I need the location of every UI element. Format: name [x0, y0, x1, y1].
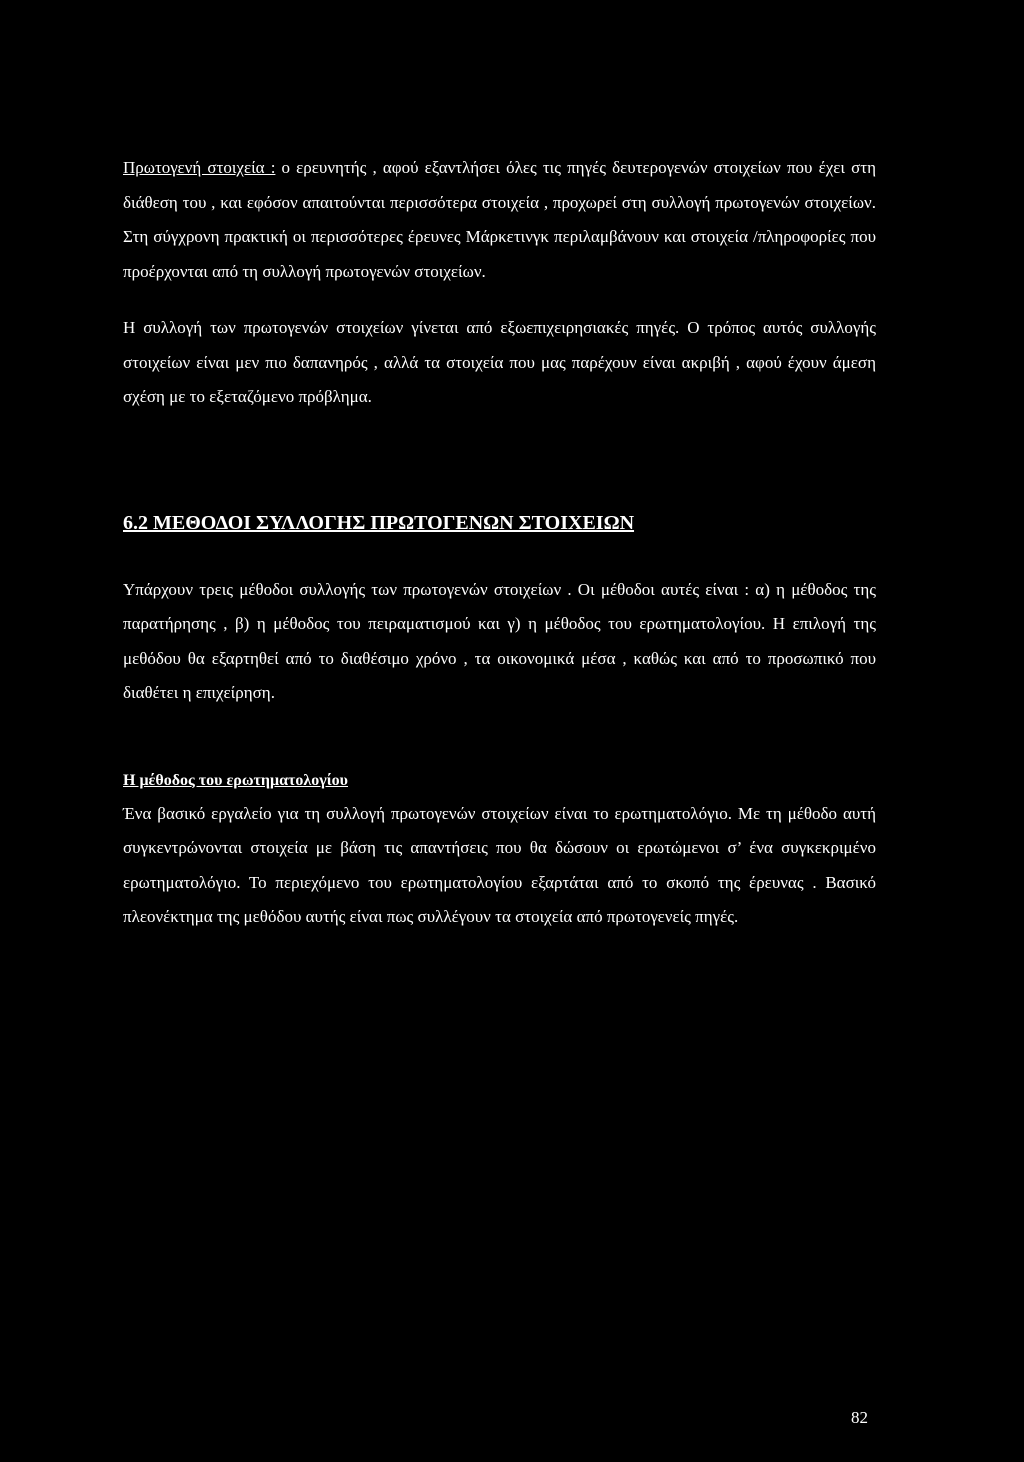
paragraph-primary-data: [123, 151, 876, 289]
page-number: 82: [851, 1408, 868, 1427]
paragraph-primary-data-text: ο ερευνητής , αφού εξαντλήσει όλες τις πηγές δευτερογενών στοιχείων που έχει στη διάθεση του , και εφόσον απαιτούνται περισσότερα στοιχεία , προχωρεί στη συλλογή πρωτογενών στοιχείων. Στη σύγχρονη πρακτική οι περισσότερες έρευνες Μάρκετινγκ περιλαμβάνουν και στοιχεία /πληροφορίες που προέρχονται από τη συλλογή πρωτογενών στοιχείων.: [123, 158, 876, 281]
subheading-questionnaire: Η μέθοδος του ερωτηματολογίου: [123, 771, 348, 789]
paragraph-questionnaire: Ένα βασικό εργαλείο για τη συλλογή πρωτογενών στοιχείων είναι το ερωτηματολόγιο. Με τη μέθοδο αυτή συγκεντρώνονται στοιχεία με βάση τις απαντήσεις που θα δώσουν οι ερωτώμενοι σ’ ένα συγκεκριμένο ερωτηματολόγιο. Το περιεχόμενο του ερωτηματολογίου εξαρτάται από το σκοπό της έρευνας . Βασικό πλεονέκτημα της μεθόδου αυτής είναι πως συλλέγουν τα στοιχεία από πρωτογενείς πηγές.: [123, 803, 876, 926]
document-page: [123, 151, 876, 935]
section-heading: 6.2 ΜΕΘΟΔΟΙ ΣΥΛΛΟΓΗΣ ΠΡΩΤΟΓΕΝΩΝ ΣΤΟΙΧΕΙΩΝ: [123, 511, 635, 534]
questionnaire-subsection: [123, 769, 876, 935]
paragraph-collection-methods: Υπάρχουν τρεις μέθοδοι συλλογής των πρωτογενών στοιχείων . Οι μέθοδοι αυτές είναι : α) η μέθοδος της παρατήρησης , β) η μέθοδος του πειραματισμού και γ) η μέθοδος του ερωτηματολογίου. Η επιλογή της μεθόδου θα εξαρτηθεί από το διαθέσιμο χρόνο , τα οικονομικά μέσα , καθώς και από το προσωπικό που διαθέτει η επιχείρηση.: [123, 579, 876, 702]
term-primary-data: Πρωτογενή στοιχεία :: [123, 158, 276, 177]
paragraph-collection-sources: Η συλλογή των πρωτογενών στοιχείων γίνεται από εξωεπιχειρησιακές πηγές. Ο τρόπος αυτός συλλογής στοιχείων είναι μεν πιο δαπανηρός , αλλά τα στοιχεία που μας παρέχουν είναι ακριβή , αφού έχουν άμεση σχέση με το εξεταζόμενο πρόβλημα.: [123, 318, 876, 406]
